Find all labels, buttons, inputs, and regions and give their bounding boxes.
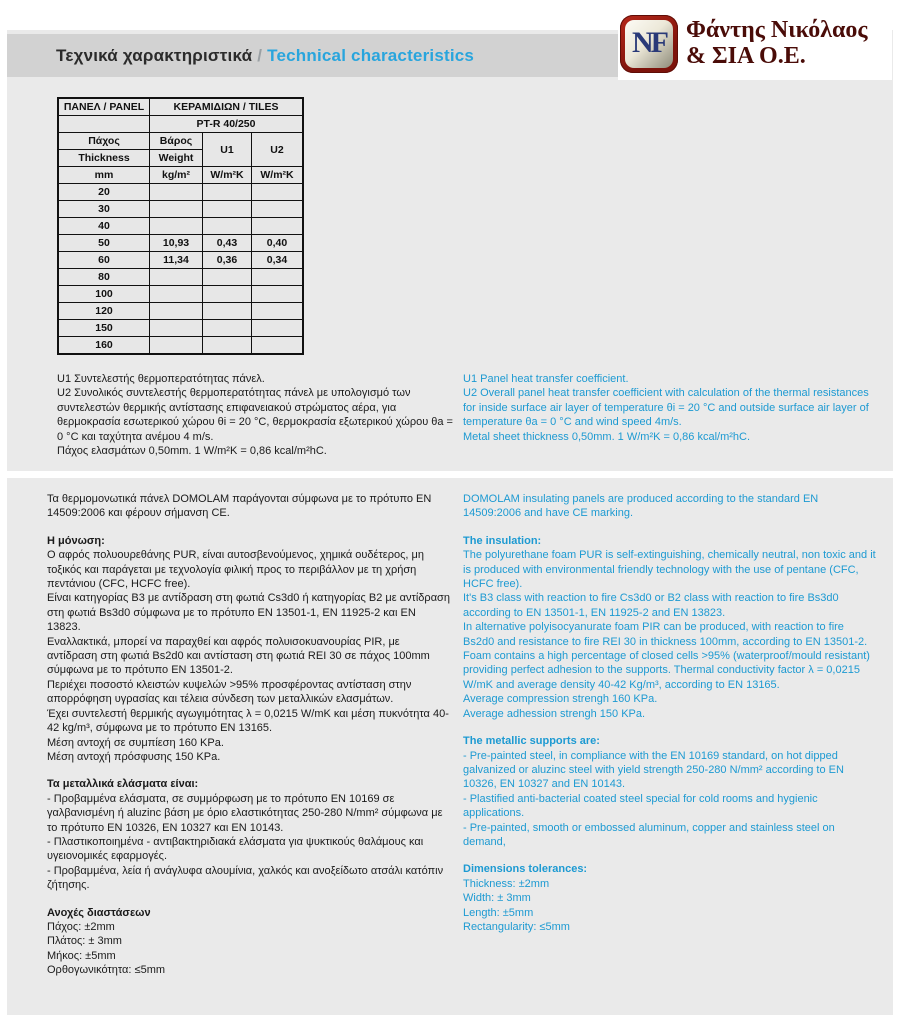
nf-logo-icon — [620, 15, 678, 73]
paragraph: - Pre-painted steel, in compliance with the EN 10169 standard, on hot dipped galvanized or aluzinc steel with yield strength 250-280 N/mm² according to EN 10326, EN 10327 and EN 10143. — [463, 749, 844, 791]
table-row — [58, 184, 303, 201]
header-thickness-en: Thickness — [58, 150, 150, 167]
table-cell: 10,93 — [150, 235, 203, 252]
table-cell — [150, 184, 203, 201]
paragraph: U2 Συνολικός συντελεστής θερμοπερατότητας πάνελ με υπολογισμό των συντελεστών θερμικής αντίστασης επιφανειακού στρώματος αέρα, για θερμοκρασία εσωτερικού χώρου θi = 20 °C, θερμοκρασία εξωτερικού χώρου θa = 0 °C και ταχύτητα ανέμου 4 m/s. — [57, 387, 453, 443]
logo-monogram: NF — [632, 26, 666, 59]
spacer — [47, 893, 451, 906]
table-cell: 20 — [58, 184, 150, 201]
paragraph: Metal sheet thickness 0,50mm. 1 W/m²K = 0,86 kcal/m²hC. — [463, 430, 751, 443]
unit-w2: W/m²K — [252, 167, 304, 184]
header-product: PT-R 40/250 — [150, 116, 304, 133]
paragraph: Είναι κατηγορίας Β3 με αντίδραση στη φωτιά Cs3d0 ή κατηγορίας Β2 με αντίδραση στη φωτιά Bs3d0 σύμφωνα με το πρότυπο EN 13501-1, EN 11925-2 και EN 13823. — [47, 592, 450, 634]
paragraph: Width: ± 3mm — [463, 892, 531, 905]
paragraph: Εναλλακτικά, μπορεί να παραχθεί και αφρός πολυισοκυανουρίας PIR, με αντίδραση στη φωτιά Bs2d0 και αντίσταση στη φωτιά REI 30 σε πάχος 100mm σύμφωνα με το πρότυπο EN 13501-2. — [47, 635, 430, 677]
header-tiles: ΚΕΡΑΜΙΔΙΩΝ / TILES — [150, 98, 304, 116]
table-cell: 100 — [58, 286, 150, 303]
paragraph: In alternative polyisocyanurate foam PIR can be produced, with reaction to fire Bs2d0 and resistance to fire REI 30 in thickness 100mm, according to EN 13501-2. — [463, 621, 868, 648]
table-header-row — [58, 98, 303, 116]
section-divider — [7, 471, 893, 478]
table-subheader-row-gr — [58, 133, 303, 150]
section-heading: The insulation: — [463, 534, 542, 547]
table-cell: 0,36 — [203, 252, 252, 269]
table-cell — [252, 269, 304, 286]
spacer — [463, 721, 877, 734]
table-cell — [203, 201, 252, 218]
table-cell: 0,34 — [252, 252, 304, 269]
spacer — [47, 764, 451, 777]
paragraph: Average adhession strengh 150 KPa. — [463, 707, 646, 720]
paragraph: - Προβαμμένα, λεία ή ανάγλυφα αλουμίνια, χαλκός και ανοξείδωτο ατσάλι κατόπιν ζήτησης. — [47, 864, 444, 892]
table-cell: 0,40 — [252, 235, 304, 252]
paragraph: Πλάτος: ± 3mm — [47, 935, 122, 948]
header-empty — [58, 116, 150, 133]
table-cell: 0,43 — [203, 235, 252, 252]
table-cell — [150, 303, 203, 320]
table-cell: 30 — [58, 201, 150, 218]
paragraph: Μέση αντοχή πρόσφυσης 150 KPa. — [47, 750, 221, 763]
section-heading: Τα μεταλλικά ελάσματα είναι: — [47, 778, 199, 791]
table-cell — [203, 286, 252, 303]
header-u1: U1 — [203, 133, 252, 167]
paragraph: Πάχος: ±2mm — [47, 920, 115, 933]
paragraph: The polyurethane foam PUR is self-extinguishing, chemically neutral, non toxic and it is produced with environmental friendly technology with the use of pentane (CFC, HCFC free). — [463, 549, 876, 591]
spacer — [47, 521, 451, 534]
table-cell — [203, 320, 252, 337]
paragraph: U2 Overall panel heat transfer coefficient with calculation of the thermal resistances for inside surface air layer of temperature θi = 20 °C and outside surface air layer of temperature θa = 0 °C and wind speed 4m/s. — [463, 387, 869, 429]
body-column-greek — [47, 492, 451, 978]
table-cell — [150, 269, 203, 286]
paragraph: Μέση αντοχή σε συμπίεση 160 KPa. — [47, 736, 224, 749]
table-cell — [150, 286, 203, 303]
section-heading: Dimensions tolerances: — [463, 863, 588, 876]
paragraph: Foam contains a high percentage of closed cells >95% (waterproof/mould resistant) providing perfect adhesion to the supports. Thermal conductivity factor λ = 0,0215 W/mK and average density 40-42 Kg/m³, according to EN 13165. — [463, 650, 870, 691]
spacer — [463, 521, 877, 534]
paragraph: It's B3 class with reaction to fire Cs3d0 or B2 class with reaction to fire Bs3d0 according to EN 13501-1, EN 11925-2 and EN 13823. — [463, 592, 839, 619]
company-name — [686, 18, 868, 70]
section-heading: The metallic supports are: — [463, 735, 600, 748]
section-heading: Η μόνωση: — [47, 534, 105, 547]
technical-data-table — [57, 97, 304, 355]
unit-kg: kg/m² — [150, 167, 203, 184]
table-cell: 50 — [58, 235, 150, 252]
table-cell — [150, 320, 203, 337]
paragraph: Average compression strengh 160 KPa. — [463, 693, 658, 706]
table-row — [58, 252, 303, 269]
table-cell: 60 — [58, 252, 150, 269]
table-cell — [203, 303, 252, 320]
table-row — [58, 337, 303, 355]
table-row — [58, 201, 303, 218]
company-logo — [618, 8, 892, 80]
paragraph: U1 Συντελεστής θερμοπερατότητας πάνελ. — [57, 373, 265, 385]
table-cell — [252, 337, 304, 355]
paragraph: Πάχος ελασμάτων 0,50mm. 1 W/m²K = 0,86 kcal/m²hC. — [57, 445, 327, 458]
paragraph: - Pre-painted, smooth or embossed aluminum, copper and stainless steel on demand, — [463, 821, 835, 848]
paragraph: Έχει συντελεστή θερμικής αγωγιμότητας λ = 0,0215 W/mK και μέση πυκνότητα 40-42 kg/m³, σύμφωνα με το πρότυπο EN 13165. — [47, 707, 449, 735]
table-cell — [203, 337, 252, 355]
paragraph: - Plastified anti-bacterial coated steel special for cold rooms and hygienic applications. — [463, 792, 818, 820]
title-separator: / — [257, 45, 263, 65]
unit-w1: W/m²K — [203, 167, 252, 184]
table-row — [58, 218, 303, 235]
table-row — [58, 303, 303, 320]
paragraph: Μήκος: ±5mm — [47, 949, 116, 962]
table-cell — [203, 184, 252, 201]
paragraph: Ορθογωνικότητα: ≤5mm — [47, 964, 166, 977]
table-units-row — [58, 167, 303, 184]
table-row — [58, 286, 303, 303]
footnotes-english — [463, 372, 873, 444]
table-cell — [252, 201, 304, 218]
table-cell — [203, 269, 252, 286]
table-cell: 80 — [58, 269, 150, 286]
header-thickness-gr: Πάχος — [58, 133, 150, 150]
table-cell — [150, 201, 203, 218]
header-weight-en: Weight — [150, 150, 203, 167]
header-u2: U2 — [252, 133, 304, 167]
paragraph: Τα θερμομονωτικά πάνελ DOMOLAM παράγονται σύμφωνα με το πρότυπο EN 14509:2006 και φέρουν σήμανση CE. — [47, 493, 432, 520]
table-cell — [150, 337, 203, 355]
table-cell: 160 — [58, 337, 150, 355]
table-row — [58, 320, 303, 337]
page-title — [7, 34, 618, 77]
paragraph: Rectangularity: ≤5mm — [463, 920, 570, 933]
page-title-greek: Τεχνικά χαρακτηριστικά — [56, 45, 253, 65]
paragraph: DOMOLAM insulating panels are produced according to the standard EN 14509:2006 and have CE marking. — [463, 493, 819, 520]
company-name-line2: & ΣΙΑ Ο.Ε. — [686, 43, 806, 69]
nf-logo-inner — [625, 20, 673, 68]
paragraph: Ο αφρός πολυουρεθάνης PUR, είναι αυτοσβενούμενος, χημικά ουδέτερος, μη τοξικός και παράγεται με τεχνολογία φιλική προς το περιβάλλον με τη χρήση πεντάνιου (CFC, HCFC free). — [47, 549, 424, 591]
table-cell — [252, 320, 304, 337]
company-name-line1: Φάντης Νικόλαος — [686, 17, 868, 44]
paragraph: U1 Panel heat transfer coefficient. — [463, 373, 629, 385]
table-row — [58, 269, 303, 286]
table-cell — [203, 218, 252, 235]
table-cell — [150, 218, 203, 235]
spacer — [463, 849, 877, 862]
table-cell — [252, 286, 304, 303]
table-cell — [252, 303, 304, 320]
table-cell — [252, 218, 304, 235]
paragraph: Thickness: ±2mm — [463, 877, 550, 890]
table-row — [58, 235, 303, 252]
body-column-english — [463, 492, 877, 934]
paragraph: Περιέχει ποσοστό κλειστών κυψελών >95% προσφέροντας αντίσταση στην απορρόφηση υγρασίας και τέλεια σύνδεση των μεταλλικών ελασμάτων. — [47, 678, 412, 706]
table-product-row — [58, 116, 303, 133]
table-cell: 120 — [58, 303, 150, 320]
table-cell — [252, 184, 304, 201]
footnotes-greek — [57, 372, 455, 458]
header-panel: ΠΑΝΕΛ / PANEL — [58, 98, 150, 116]
paragraph: - Πλαστικοποιημένα - αντιβακτηριδιακά ελάσματα για ψυκτικούς θαλάμους και υγειονομικές εφαρμογές. — [47, 835, 424, 863]
unit-mm: mm — [58, 167, 150, 184]
paragraph: Length: ±5mm — [463, 906, 534, 919]
header-weight-gr: Βάρος — [150, 133, 203, 150]
paragraph: - Προβαμμένα ελάσματα, σε συμμόρφωση με το πρότυπο EN 10169 σε γαλβανισμένη ή aluzinc βάση με όριο ελαστικότητας 250-280 N/mm² σύμφωνα με το πρότυπο EN 10326, EN 10327 και EN 10143. — [47, 792, 443, 834]
section-heading: Ανοχές διαστάσεων — [47, 906, 151, 919]
table-cell: 11,34 — [150, 252, 203, 269]
table-cell: 40 — [58, 218, 150, 235]
table-cell: 150 — [58, 320, 150, 337]
page-title-english: Technical characteristics — [267, 45, 475, 65]
